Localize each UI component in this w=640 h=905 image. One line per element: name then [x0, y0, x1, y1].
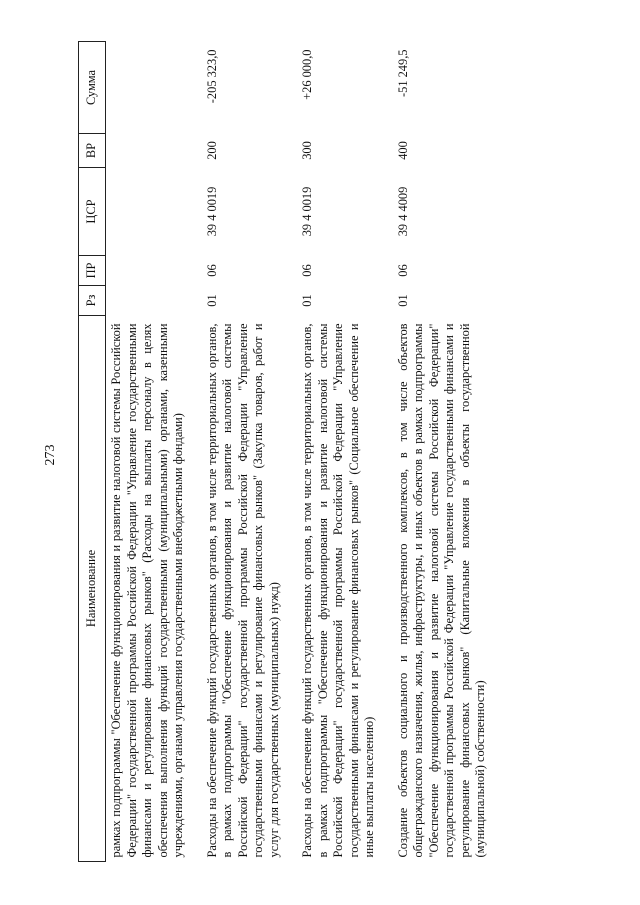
- row-name: рамках подпрограммы "Обеспечение функционирования и развитие налоговой системы Российской Федерации" государственной программы Российской Федерации "Управление государственными финансами и регулирование финансовых рынков" (Расходы на выплаты персоналу в целях обеспечения выполнения функций государственными (муниципальными) органами, казенными учреждениями, органами управления государственными внебюджетными фондами): [109, 323, 185, 858]
- row-sum: +26 000,0: [300, 49, 314, 100]
- table-row: [388, 42, 499, 862]
- row-name: Создание объектов социального и производственного комплексов, в том числе объектов общегражданского назначения, жилья, инфраструктуры, и иных объектов в рамках подпрограммы "Обеспечение функционирования и развитие налоговой системы Российской Федерации" государственной программы Российской Федерации "Управление государственными финансами и регулирование финансовых рынков" (Капитальные вложения в объекты государственной (муниципальной) собственности): [395, 323, 487, 858]
- header-name: Наименование: [79, 316, 106, 862]
- row-rz: 01: [300, 294, 314, 307]
- header-pr: ПР: [79, 256, 106, 286]
- header-csr: ЦСР: [79, 168, 106, 256]
- page-number: 273: [43, 444, 58, 466]
- header-vr: ВР: [79, 134, 106, 168]
- row-csr: 39 4 0019: [300, 186, 314, 237]
- row-pr: 06: [300, 264, 314, 277]
- header-rz: Рз: [79, 286, 106, 316]
- row-csr: [106, 168, 197, 256]
- row-vr: 200: [204, 141, 219, 160]
- row-csr: 39 4 4009: [395, 186, 410, 237]
- row-pr: [106, 256, 197, 286]
- row-rz: 01: [395, 294, 410, 307]
- row-sum: -51 249,5: [395, 49, 410, 97]
- row-name: Расходы на обеспечение функций государственных органов, в том числе территориальных органов, в рамках подпрограммы "Обеспечение функционирования и развитие налоговой системы Российской Федерации" государственной программы Российской Федерации "Управление государственными финансами и регулирование финансовых рынков" (Социальное обеспечение и иные выплаты населению): [300, 323, 376, 858]
- row-pr: 06: [204, 264, 219, 277]
- row-pr: 06: [395, 264, 410, 277]
- table-header-row: [79, 42, 106, 862]
- row-vr: [106, 134, 197, 168]
- row-rz: 01: [204, 294, 219, 307]
- header-sum: Сумма: [79, 42, 106, 134]
- table-row: [106, 42, 197, 862]
- row-vr: 400: [395, 141, 410, 160]
- row-vr: 300: [300, 141, 314, 160]
- row-name: Расходы на обеспечение функций государственных органов, в том числе территориальных органов, в рамках подпрограммы "Обеспечение функционирования и развитие налоговой системы Российской Федерации" государственной программы Российской Федерации "Управление государственными финансами и регулирование финансовых рынков" (Закупка товаров, работ и услуг для государственных (муниципальных) нужд): [204, 323, 281, 858]
- row-sum: -205 323,0: [204, 49, 219, 104]
- table-row: [197, 42, 293, 862]
- row-sum: [106, 42, 197, 134]
- row-rz: [106, 286, 197, 316]
- table-row: [292, 42, 388, 862]
- rotated-page: [78, 42, 618, 862]
- row-csr: 39 4 0019: [204, 186, 219, 237]
- budget-table: [78, 41, 499, 862]
